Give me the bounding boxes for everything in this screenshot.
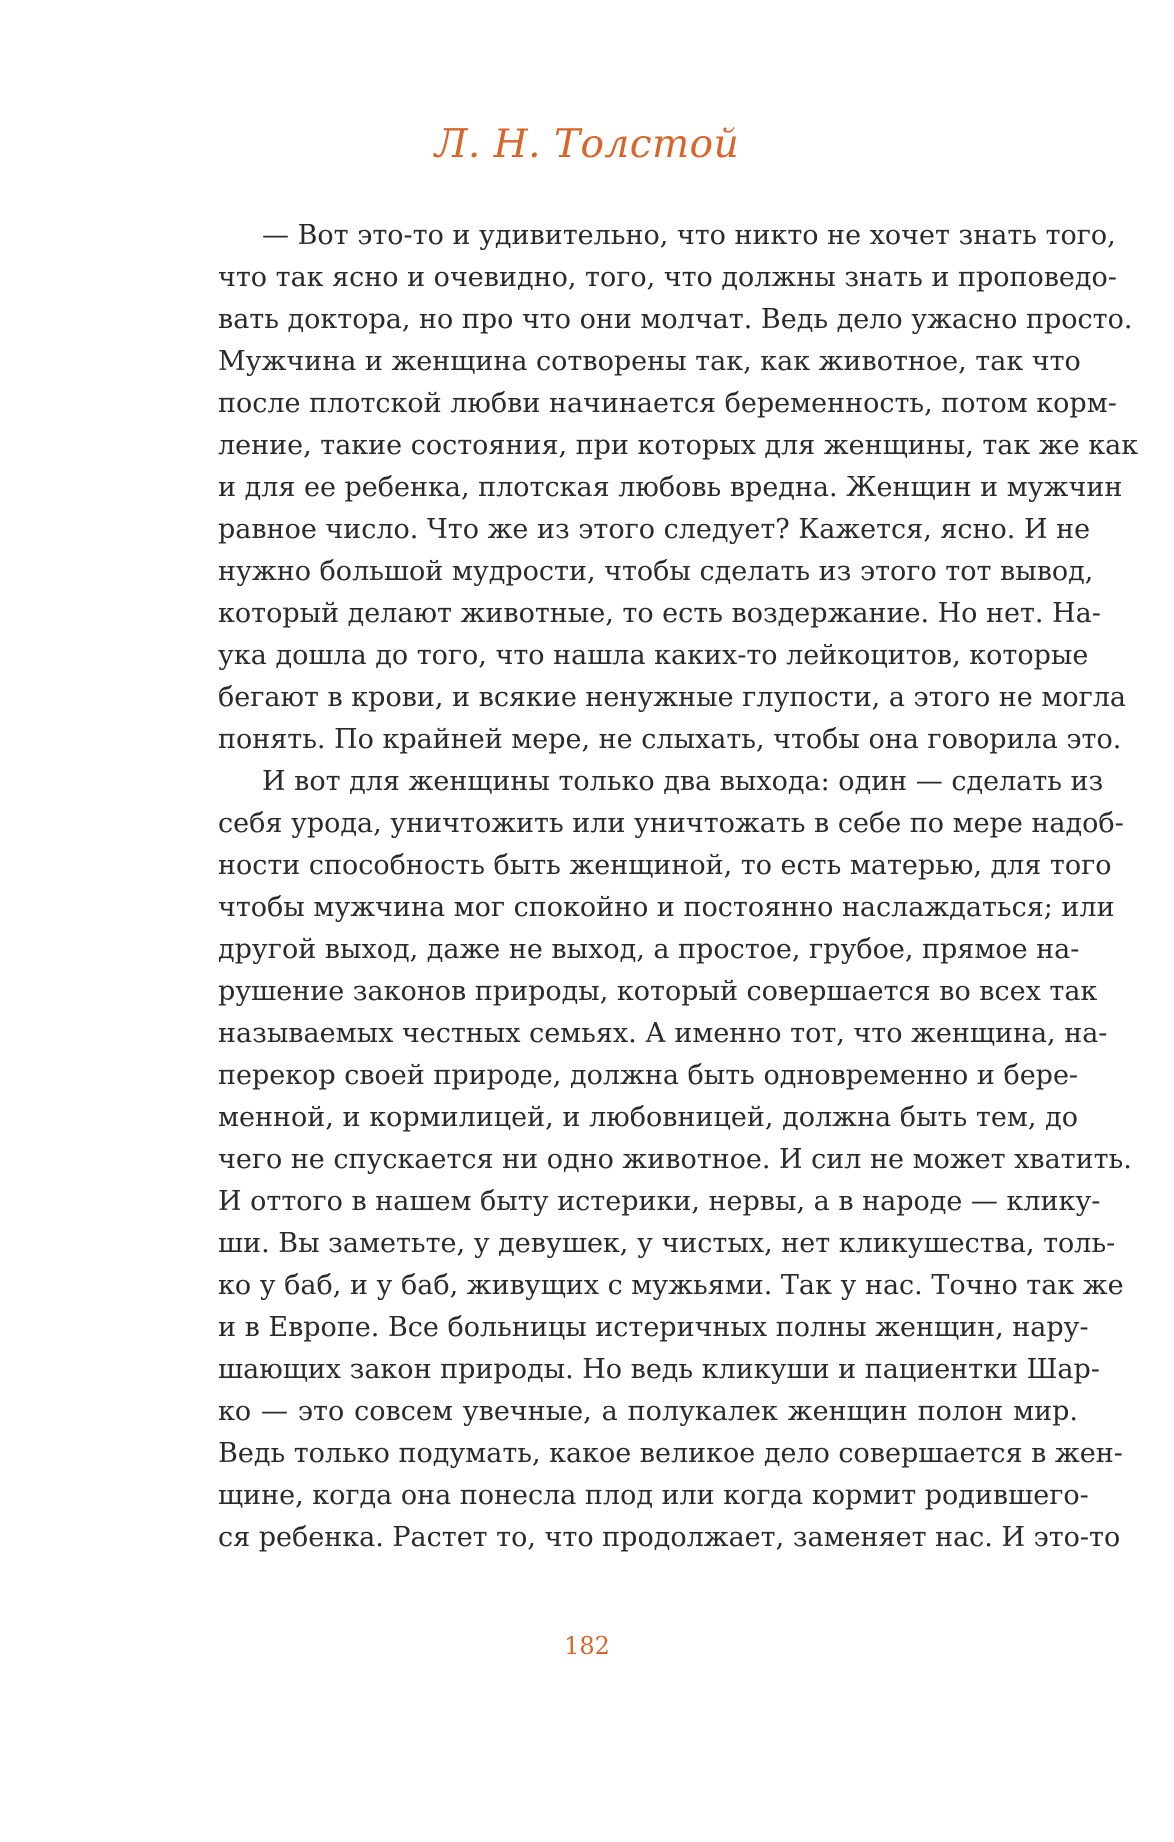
text-line: ука дошла до того, что нашла каких-то лейкоцитов, которые — [218, 640, 1089, 671]
text-line: другой выход, даже не выход, а простое, грубое, прямое на- — [218, 934, 1080, 965]
text-line: себя урода, уничтожить или уничтожать в себе по мере надоб- — [218, 808, 1124, 839]
running-head-author: Л. Н. Толстой — [434, 122, 740, 167]
text-line: ко у баб, и у баб, живущих с мужьями. Так у нас. Точно так же — [218, 1270, 1124, 1301]
text-line: ности способность быть женщиной, то есть матерью, для того — [218, 850, 1112, 881]
text-line: бегают в крови, и всякие ненужные глупости, а этого не могла — [218, 682, 1127, 713]
text-line: чего не спускается ни одно животное. И сил не может хватить. — [218, 1144, 1132, 1175]
text-line: щине, когда она понесла плод или когда кормит родившего- — [218, 1480, 1089, 1511]
text-line: ление, такие состояния, при которых для женщины, так же как — [218, 430, 1139, 461]
text-line: вать доктора, но про что они молчат. Ведь дело ужасно просто. — [218, 304, 1133, 335]
body-text — [218, 215, 1139, 1559]
text-line: Мужчина и женщина сотворены так, как животное, так что — [218, 346, 1081, 377]
text-line: перекор своей природе, должна быть одновременно и бере- — [218, 1060, 1079, 1091]
text-line: шающих закон природы. Но ведь кликуши и пациентки Шар- — [218, 1354, 1100, 1385]
text-line: понять. По крайней мере, не слыхать, чтобы она говорила это. — [218, 724, 1122, 755]
text-line: нужно большой мудрости, чтобы сделать из этого тот вывод, — [218, 556, 1094, 587]
text-line: рушение законов природы, который совершается во всех так — [218, 976, 1098, 1007]
text-line: называемых честных семьях. А именно тот, что женщина, на- — [218, 1018, 1108, 1049]
text-line: чтобы мужчина мог спокойно и постоянно наслаждаться; или — [218, 892, 1115, 923]
text-line: после плотской любви начинается беременность, потом корм- — [218, 388, 1117, 419]
text-line: И вот для женщины только два выхода: один — сделать из — [262, 766, 1104, 797]
text-line: Ведь только подумать, какое великое дело совершается в жен- — [218, 1438, 1123, 1469]
text-line: и для ее ребенка, плотская любовь вредна. Женщин и мужчин — [218, 472, 1123, 503]
text-line: который делают животные, то есть воздержание. Но нет. На- — [218, 598, 1101, 629]
text-line: менной, и кормилицей, и любовницей, должна быть тем, до — [218, 1102, 1078, 1133]
text-line: и в Европе. Все больницы истеричных полны женщин, нару- — [218, 1312, 1089, 1343]
text-line: И оттого в нашем быту истерики, нервы, а в народе — клику- — [218, 1186, 1101, 1217]
text-line: ко — это совсем увечные, а полукалек женщин полон мир. — [218, 1396, 1078, 1427]
page-number: 182 — [564, 1632, 610, 1660]
text-line: ши. Вы заметьте, у девушек, у чистых, нет кликушества, толь- — [218, 1228, 1116, 1259]
text-line: — Вот это-то и удивительно, что никто не хочет знать того, — [262, 220, 1116, 251]
text-line: равное число. Что же из этого следует? Кажется, ясно. И не — [218, 514, 1091, 545]
text-line: ся ребенка. Растет то, что продолжает, заменяет нас. И это-то — [218, 1522, 1121, 1553]
text-line: что так ясно и очевидно, того, что должны знать и проповедо- — [218, 262, 1117, 293]
